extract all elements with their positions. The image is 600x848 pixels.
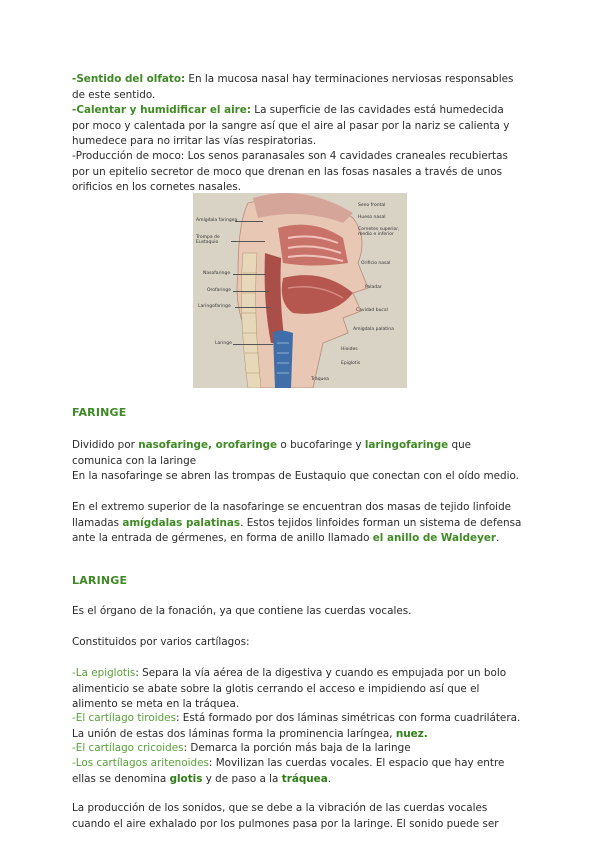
intro-paragraph-calentar — [72, 103, 522, 150]
intro-paragraph-moco — [72, 149, 522, 196]
laringe-paragraph-2: Constituidos por varios cartílagos: — [72, 636, 250, 648]
faringe-paragraph-1 — [72, 438, 522, 469]
list-item-cricoides — [72, 741, 522, 757]
label-hioides: Hioides — [341, 347, 358, 352]
text: Dividido por — [72, 439, 139, 451]
highlight-amigdalas: amígdalas palatinas — [122, 516, 241, 529]
anatomy-figure — [193, 193, 407, 388]
text: o bucofaringe y — [277, 439, 365, 451]
label-amigdala-faringea: Amígdala faringea — [196, 218, 238, 223]
leader-line — [235, 307, 271, 308]
leader-line — [233, 274, 265, 275]
label-orificio-nasal: Orificio nasal — [361, 261, 391, 266]
label-laringofaringe: Laringofaringe — [198, 304, 231, 309]
label-epiglotis: -La epiglotis — [72, 667, 136, 679]
label-laringe: Laringe — [215, 341, 232, 346]
text: . — [496, 532, 500, 544]
list-item-epiglotis — [72, 666, 522, 713]
moco-text: -Producción de moco: Los senos paranasales son 4 cavidades craneales recubiertas por un epitelio secretor de moco que drenan en las fosas nasales a través de unos orificios en los cornetes nasales. — [72, 150, 508, 193]
calentar-text: La superficie de las cavidades está humedecida por moco y calentada por la sangre así que el aire al pasar por la nariz se calienta y humedece para no irritar las vías respiratorias. — [72, 104, 510, 147]
olfato-text: En la mucosa nasal hay terminaciones nerviosas responsables de este sentido. — [72, 73, 514, 101]
label-hueso-nasal: Hueso nasal — [358, 215, 386, 220]
highlight-waldeyer: el anillo de Waldeyer — [372, 532, 497, 544]
calentar-label: -Calentar y humidificar el aire: — [72, 104, 251, 116]
text: . — [327, 772, 332, 785]
faringe-paragraph-3 — [72, 500, 522, 547]
label-paladar: Paladar — [365, 285, 382, 290]
highlight-glotis: glotis — [169, 772, 203, 785]
leader-line — [233, 344, 273, 345]
section-heading-laringe: LARINGE — [72, 574, 128, 587]
label-tiroides: -El cartílago tiroides — [72, 712, 176, 724]
text: . Estos tejidos linfoides forman un sistema de defensa ante la entrada de gérmenes, en forma de anillo llamado — [72, 516, 522, 544]
label-traquea: Tráquea — [311, 377, 329, 382]
leader-line — [233, 291, 269, 292]
label-nasofaringe: Nasofaringe — [203, 271, 231, 276]
leader-line — [231, 241, 265, 242]
text: En el extremo superior de la nasofaringe se encuentran dos masas de tejido linfoide llamadas — [72, 501, 512, 529]
label-aritenoides: -Los cartílagos aritenoides — [72, 757, 209, 769]
leader-line — [235, 221, 263, 222]
text: : Separa la vía aérea de la digestiva y cuando es empujada por un bolo alimenticio se abate sobre la glotis cerrando el acceso e impidiendo así que el alimento se meta en la tráquea. — [72, 667, 507, 710]
text: : Demarca la porción más baja de la laringe — [183, 742, 411, 754]
label-seno-frontal: Seno frontal — [358, 203, 386, 208]
label-trompa-eustaquio: Trompa de Eustaquio — [196, 235, 220, 245]
label-epiglotis: Epiglotis — [341, 361, 361, 366]
label-cavidad-bucal: Cavidad bucal — [356, 308, 388, 313]
text: y de paso a la — [202, 772, 282, 785]
laringe-paragraph-3: La producción de los sonidos, que se debe a la vibración de las cuerdas vocales cuando el aire exhalado por los pulmones pasa por la laringe. El sonido puede ser — [72, 802, 499, 830]
text: que comunica con la laringe — [72, 439, 472, 467]
label-amigdala-palatina: Amígdala palatina — [353, 327, 394, 332]
text: : Movilizan las cuerdas vocales. El espacio que hay entre ellas se denomina — [72, 757, 505, 785]
highlight-nuez: nuez. — [395, 727, 428, 740]
faringe-paragraph-2: En la nasofaringe se abren las trompas de Eustaquio que conectan con el oído medio. — [72, 470, 519, 482]
list-item-aritenoides — [72, 756, 522, 787]
highlight-laringofaringe: laringofaringe — [364, 439, 449, 451]
olfato-label: -Sentido del olfato: — [72, 73, 186, 85]
label-cornetes: Cornetes superior, medio e inferior — [358, 227, 400, 237]
list-item-tiroides — [72, 711, 522, 742]
laringe-paragraph-1: Es el órgano de la fonación, ya que contiene las cuerdas vocales. — [72, 605, 412, 617]
highlight-traquea: tráquea — [281, 772, 328, 785]
label-cricoides: -El cartílago cricoides — [72, 742, 184, 754]
label-orofaringe: Orofaringe — [207, 288, 231, 293]
highlight-nasofaringe: nasofaringe, orofaringe — [138, 439, 278, 451]
section-heading-faringe: FARINGE — [72, 406, 127, 419]
intro-paragraph-olfato — [72, 72, 522, 103]
text: : Está formado por dos láminas simétricas con forma cuadrilátera. La unión de estas dos láminas forma la prominencia laríngea, — [72, 712, 521, 740]
